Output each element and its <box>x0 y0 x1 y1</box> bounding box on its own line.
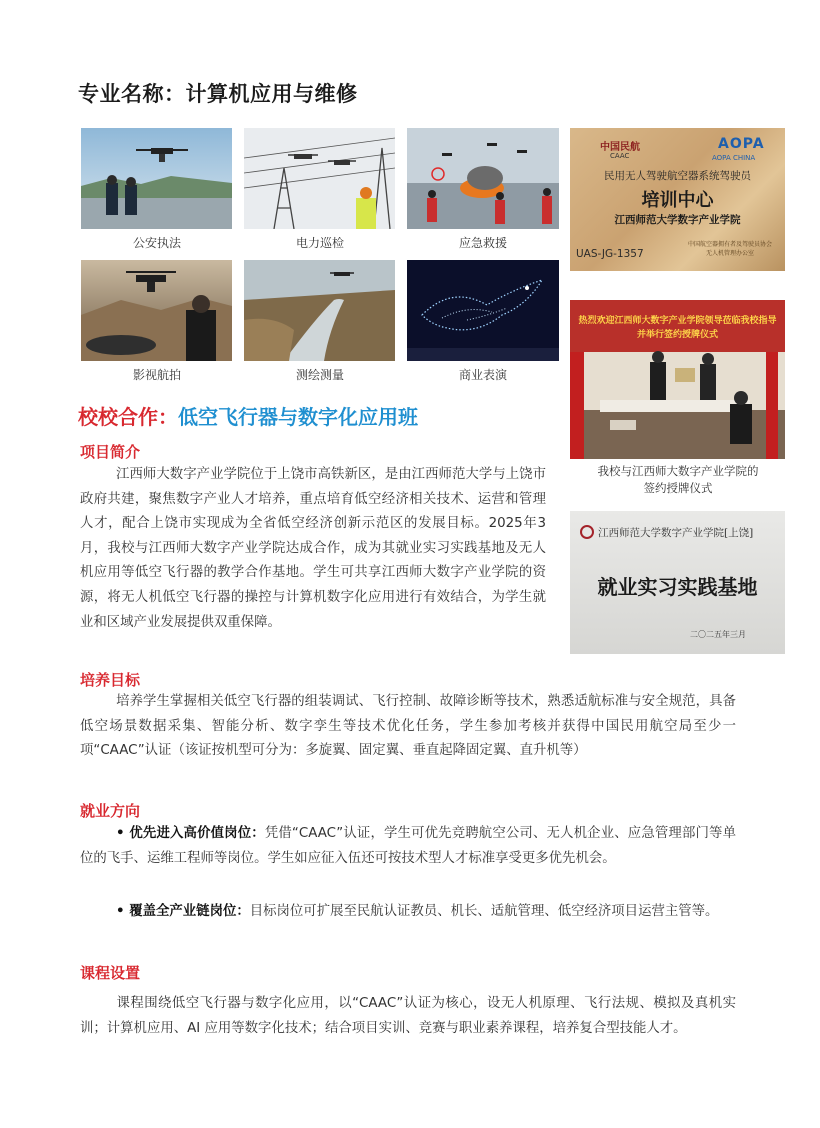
course-heading: 课程设置 <box>80 964 141 982</box>
practice-base-plaque <box>570 511 785 654</box>
career-item-2-label: • 覆盖全产业链岗位： <box>116 904 250 919</box>
photo-caption: 测绘测量 <box>295 368 344 382</box>
photo-caption: 应急救援 <box>458 236 507 250</box>
page-title: 专业名称：计算机应用与维修 <box>78 82 358 106</box>
caac-logo-subtext: CAAC <box>610 152 630 160</box>
photo-caption: 商业表演 <box>458 368 507 382</box>
ceremony-caption <box>572 463 784 497</box>
signing-ceremony-photo <box>570 300 785 459</box>
goal-text: 培养学生掌握相关低空飞行器的组装调试、飞行控制、故障诊断等技术，熟悉适航标准与安全规范，具备低空场景数据采集、智能分析、数字孪生等技术优化任务，学生参加考核并获得中国民用航空局至少一项“CAAC”认证（该证按机型可分为：多旋翼、固定翼、垂直起降固定翼、直升机等） <box>80 694 736 759</box>
photo-caption: 公安执法 <box>132 236 181 250</box>
career-item-1-label: • 优先进入高价值岗位： <box>116 826 265 841</box>
training-center-plaque <box>570 128 785 271</box>
photo-caption: 电力巡检 <box>295 236 344 250</box>
base-plaque-school: 江西师范大学数字产业学院[上饶] <box>598 527 754 539</box>
course-text: 课程围绕低空飞行器与数字化应用，以“CAAC”认证为核心，设无人机原理、飞行法规、模拟及真机实训；计算机应用、AI 应用等数字化技术；结合项目实训、竞赛与职业素养课程，培养复合型技能人才。 <box>80 996 736 1036</box>
goal-heading: 培养目标 <box>80 671 141 689</box>
career-item-1-text: 凭借“CAAC”认证，学生可优先竞聘航空公司、无人机企业、应急管理部门等单位的飞手、运维工程师等岗位。学生如应征入伍还可按技术型人才标准享受更多优先机会。 <box>80 826 736 866</box>
base-plaque-name: 就业实习实践基地 <box>597 575 758 599</box>
course-paragraph <box>80 992 736 1041</box>
base-plaque-date: 二〇二五年三月 <box>690 630 746 639</box>
career-item-2-text: 目标岗位可扩展至民航认证教员、机长、适航管理、低空经济项目运营主管等。 <box>249 904 719 919</box>
photo-emergency-rescue <box>407 128 559 229</box>
plaque-line2: 培训中心 <box>641 190 714 211</box>
career-item-1 <box>80 822 736 871</box>
goal-paragraph <box>80 690 736 764</box>
photo-surveying <box>244 260 395 361</box>
coop-title-prefix: 校校合作： <box>78 405 178 429</box>
plaque-issuer-line1: 中国航空器拥有者及驾驶员协会 <box>687 241 772 248</box>
plaque-line1: 民用无人驾驶航空器系统驾驶员 <box>604 170 751 182</box>
photo-commercial-show <box>407 260 559 361</box>
ceremony-banner: 热烈欢迎江西师大数字产业学院领导莅临我校指导并举行签约授牌仪式 <box>578 316 777 340</box>
plaque-line3: 江西师范大学数字产业学院 <box>614 214 741 226</box>
intro-text: 江西师大数字产业学院位于上饶市高铁新区，是由江西师范大学与上饶市政府共建，聚焦数字产业人才培养，重点培育低空经济相关技术、运营和管理人才，配合上饶市实现成为全省低空经济创新示范区的发展目标。2025年3月，我校与江西师大数字产业学院达成合作，成为其就业实习实践基地及无人机应用等低空飞行器的教学合作基地。学生可共享江西师大数字产业学院的资源，将无人机低空飞行器的操控与计算机数字化应用进行有效结合，为学生就业和区域产业发展提供双重保障。 <box>80 467 546 630</box>
ceremony-caption-line2: 签约授牌仪式 <box>643 481 713 495</box>
coop-title <box>78 401 418 430</box>
aopa-logo-text: AOPA <box>718 136 765 152</box>
career-item-2 <box>80 900 736 925</box>
caac-logo-text: 中国民航 <box>600 142 640 153</box>
plaque-issuer-line2: 无人机管理办公室 <box>705 250 754 257</box>
ceremony-caption-line1: 我校与江西师大数字产业学院的 <box>597 464 759 478</box>
school-logo-icon <box>580 525 594 539</box>
photo-power-inspection <box>244 128 395 229</box>
coop-title-main: 低空飞行器与数字化应用班 <box>178 405 418 429</box>
plaque-code: UAS-JG-1357 <box>576 248 644 260</box>
intro-heading: 项目简介 <box>80 443 141 461</box>
photo-caption: 影视航拍 <box>132 368 181 382</box>
photo-police-enforcement <box>81 128 232 229</box>
photo-film-aerial <box>81 260 232 361</box>
intro-paragraph <box>80 463 546 635</box>
career-heading: 就业方向 <box>80 802 141 820</box>
aopa-logo-subtext: AOPA CHINA <box>712 154 756 162</box>
